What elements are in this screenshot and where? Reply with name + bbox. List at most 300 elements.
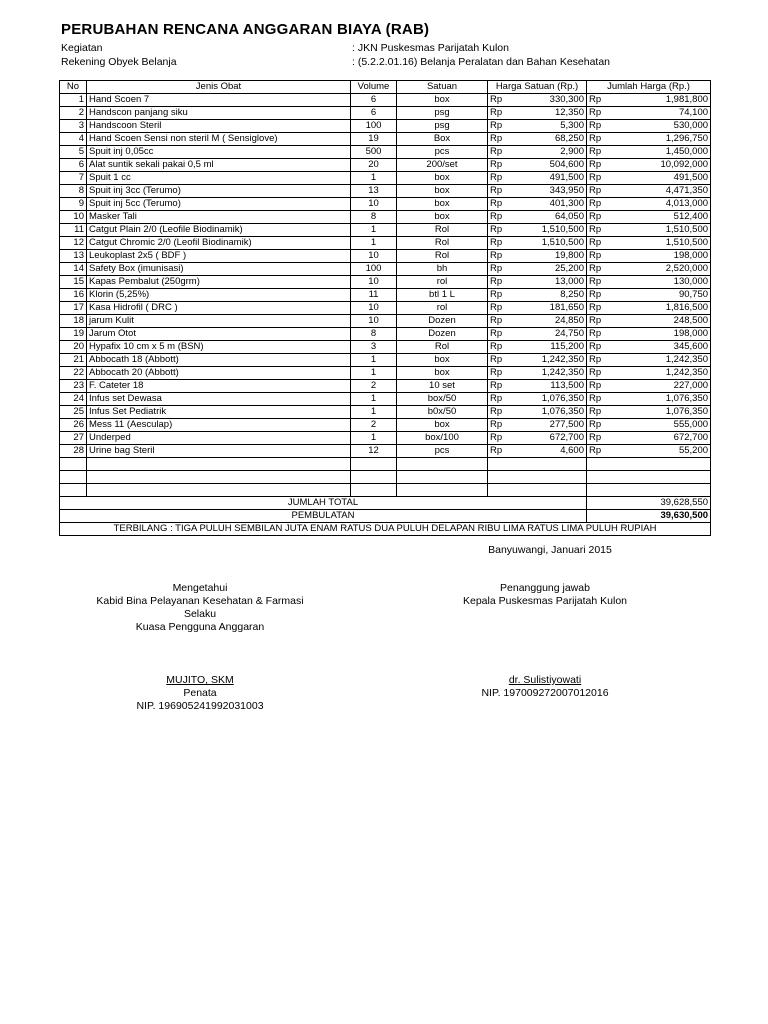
empty-cell [351,484,397,497]
row-harga-currency: Rp [488,237,514,250]
row-no: 20 [60,341,87,354]
row-volume: 13 [351,185,397,198]
table-row [60,445,711,458]
row-no: 27 [60,432,87,445]
row-jumlah-currency: Rp [587,133,613,146]
table-row [60,328,711,341]
empty-row [60,484,711,497]
row-harga-satuan: 504,600 [514,159,587,172]
row-volume: 11 [351,289,397,302]
table-row [60,302,711,315]
row-jumlah-currency: Rp [587,224,613,237]
row-harga-satuan: 24,750 [514,328,587,341]
row-item: Hand Scoen 7 [87,94,351,107]
row-jumlah-currency: Rp [587,445,613,458]
row-satuan: Rol [397,250,488,263]
empty-cell [488,471,514,484]
row-satuan: bh [397,263,488,276]
row-harga-satuan: 113,500 [514,380,587,393]
empty-cell [351,471,397,484]
empty-cell [514,471,587,484]
row-jumlah-harga: 1,296,750 [613,133,711,146]
row-volume: 10 [351,250,397,263]
row-harga-satuan: 68,250 [514,133,587,146]
terbilang-row [60,523,711,536]
row-no: 23 [60,380,87,393]
row-jumlah-harga: 55,200 [613,445,711,458]
table-row [60,380,711,393]
row-jumlah-harga: 248,500 [613,315,711,328]
row-jumlah-harga: 672,700 [613,432,711,445]
row-harga-currency: Rp [488,94,514,107]
row-no: 7 [60,172,87,185]
row-satuan: 10 set [397,380,488,393]
table-row [60,198,711,211]
row-volume: 2 [351,419,397,432]
row-harga-currency: Rp [488,393,514,406]
row-satuan: Dozen [397,315,488,328]
row-harga-satuan: 1,242,350 [514,367,587,380]
row-jumlah-currency: Rp [587,250,613,263]
row-harga-satuan: 115,200 [514,341,587,354]
row-item: Infus set Dewasa [87,393,351,406]
row-harga-satuan: 13,000 [514,276,587,289]
row-satuan: box [397,198,488,211]
row-volume: 6 [351,94,397,107]
row-harga-currency: Rp [488,380,514,393]
table-row [60,432,711,445]
right-signatory-nip: NIP. 197009272007012016 [481,687,609,699]
row-jumlah-currency: Rp [587,146,613,159]
right-line1: Penanggung jawab [500,582,590,594]
row-harga-currency: Rp [488,302,514,315]
left-signatory-name: MUJITO, SKM [166,674,234,686]
row-satuan: psg [397,120,488,133]
empty-cell [613,471,711,484]
row-jumlah-harga: 227,000 [613,380,711,393]
row-harga-satuan: 19,800 [514,250,587,263]
row-volume: 6 [351,107,397,120]
row-no: 5 [60,146,87,159]
row-no: 19 [60,328,87,341]
row-satuan: pcs [397,445,488,458]
row-volume: 12 [351,445,397,458]
row-harga-currency: Rp [488,315,514,328]
left-signatory-nip: NIP. 196905241992031003 [136,700,264,712]
row-jumlah-currency: Rp [587,380,613,393]
table-header-row [60,81,711,94]
row-jumlah-currency: Rp [587,302,613,315]
row-satuan: box [397,211,488,224]
row-no: 6 [60,159,87,172]
row-item: Klorin (5,25%) [87,289,351,302]
row-harga-currency: Rp [488,263,514,276]
row-harga-satuan: 4,600 [514,445,587,458]
row-no: 1 [60,94,87,107]
row-satuan: b0x/50 [397,406,488,419]
row-jumlah-currency: Rp [587,211,613,224]
right-line2: Kepala Puskesmas Parijatah Kulon [462,595,627,607]
row-item: jarum Kulit [87,315,351,328]
row-item: Underped [87,432,351,445]
row-item: Abbocath 20 (Abbott) [87,367,351,380]
row-jumlah-harga: 1,510,500 [613,224,711,237]
row-jumlah-harga: 512,400 [613,211,711,224]
right-signatory-name: dr. Sulistiyowati [508,674,582,686]
table-row [60,172,711,185]
table-row [60,224,711,237]
row-no: 18 [60,315,87,328]
row-no: 8 [60,185,87,198]
table-row [60,315,711,328]
left-line3: Selaku [183,608,217,620]
row-jumlah-currency: Rp [587,341,613,354]
table-row [60,211,711,224]
row-volume: 1 [351,172,397,185]
row-volume: 10 [351,276,397,289]
left-line2: Kabid Bina Pelayanan Kesehatan & Farmasi [96,595,304,607]
row-no: 9 [60,198,87,211]
row-jumlah-currency: Rp [587,328,613,341]
row-jumlah-harga: 198,000 [613,250,711,263]
row-no: 16 [60,289,87,302]
document-title: PERUBAHAN RENCANA ANGGARAN BIAYA (RAB) [61,21,430,38]
row-jumlah-harga: 90,750 [613,289,711,302]
row-satuan: Box [397,133,488,146]
row-item: Spuit 1 cc [87,172,351,185]
empty-cell [587,484,613,497]
row-harga-satuan: 181,650 [514,302,587,315]
row-harga-satuan: 1,076,350 [514,393,587,406]
col-header-jenis-obat: Jenis Obat [87,81,351,94]
table-row [60,237,711,250]
empty-row [60,458,711,471]
row-no: 21 [60,354,87,367]
row-volume: 10 [351,198,397,211]
row-jumlah-currency: Rp [587,107,613,120]
row-jumlah-harga: 1,076,350 [613,406,711,419]
row-harga-currency: Rp [488,432,514,445]
row-item: Handscoon Steril [87,120,351,133]
table-row [60,419,711,432]
row-jumlah-currency: Rp [587,185,613,198]
row-harga-satuan: 343,950 [514,185,587,198]
row-jumlah-harga: 4,013,000 [613,198,711,211]
table-row [60,133,711,146]
row-harga-satuan: 1,510,500 [514,224,587,237]
terbilang-text: TERBILANG : TIGA PULUH SEMBILAN JUTA ENAM RATUS DUA PULUH DELAPAN RIBU LIMA RATUS LIMA PULUH RUPIAH [60,523,711,536]
row-item: Catgut Plain 2/0 (Leofile Biodinamik) [87,224,351,237]
row-jumlah-currency: Rp [587,263,613,276]
row-jumlah-currency: Rp [587,120,613,133]
table-row [60,94,711,107]
row-jumlah-currency: Rp [587,237,613,250]
row-volume: 1 [351,224,397,237]
row-jumlah-harga: 1,450,000 [613,146,711,159]
row-jumlah-currency: Rp [587,172,613,185]
row-harga-currency: Rp [488,445,514,458]
row-item: Jarum Otot [87,328,351,341]
empty-cell [613,458,711,471]
row-item: Urine bag Steril [87,445,351,458]
row-jumlah-harga: 555,000 [613,419,711,432]
row-harga-satuan: 1,510,500 [514,237,587,250]
row-satuan: rol [397,276,488,289]
row-no: 14 [60,263,87,276]
empty-row [60,471,711,484]
row-satuan: Rol [397,237,488,250]
col-header-jumlah-harga: Jumlah Harga (Rp.) [587,81,711,94]
row-item: Kapas Pembalut (250grm) [87,276,351,289]
table-row [60,250,711,263]
row-no: 28 [60,445,87,458]
row-satuan: pcs [397,146,488,159]
row-no: 2 [60,107,87,120]
row-volume: 8 [351,328,397,341]
row-no: 15 [60,276,87,289]
table-row [60,185,711,198]
row-satuan: psg [397,107,488,120]
row-harga-currency: Rp [488,120,514,133]
row-harga-satuan: 330,300 [514,94,587,107]
row-item: Catgut Chromic 2/0 (Leofil Biodinamik) [87,237,351,250]
row-jumlah-currency: Rp [587,432,613,445]
row-harga-satuan: 1,242,350 [514,354,587,367]
row-harga-currency: Rp [488,185,514,198]
row-harga-satuan: 2,900 [514,146,587,159]
row-jumlah-currency: Rp [587,406,613,419]
row-volume: 1 [351,393,397,406]
empty-cell [87,484,351,497]
row-harga-satuan: 277,500 [514,419,587,432]
empty-cell [514,458,587,471]
row-satuan: box/50 [397,393,488,406]
row-item: Hand Scoen Sensi non steril M ( Sensiglove) [87,133,351,146]
row-jumlah-harga: 1,242,350 [613,354,711,367]
empty-cell [87,471,351,484]
row-item: Spuit inj 5cc (Terumo) [87,198,351,211]
row-volume: 500 [351,146,397,159]
row-harga-satuan: 5,300 [514,120,587,133]
table-row [60,107,711,120]
row-volume: 10 [351,302,397,315]
row-jumlah-currency: Rp [587,198,613,211]
empty-cell [488,484,514,497]
row-no: 25 [60,406,87,419]
kegiatan-value: : JKN Puskesmas Parijatah Kulon [352,42,509,54]
row-item: Alat suntik sekali pakai 0,5 ml [87,159,351,172]
pembulatan-value: 39,630,500 [587,510,711,523]
row-harga-satuan: 64,050 [514,211,587,224]
row-no: 26 [60,419,87,432]
empty-cell [514,484,587,497]
row-jumlah-harga: 1,242,350 [613,367,711,380]
left-line4: Kuasa Pengguna Anggaran [135,621,265,633]
row-volume: 1 [351,432,397,445]
row-no: 17 [60,302,87,315]
row-volume: 1 [351,354,397,367]
row-satuan: box [397,172,488,185]
row-jumlah-currency: Rp [587,419,613,432]
row-no: 22 [60,367,87,380]
row-jumlah-currency: Rp [587,354,613,367]
table-row [60,120,711,133]
empty-cell [60,471,87,484]
row-jumlah-harga: 74,100 [613,107,711,120]
row-no: 4 [60,133,87,146]
row-item: Leukoplast 2x5 ( BDF ) [87,250,351,263]
table-row [60,289,711,302]
jumlah-total-value: 39,628,550 [587,497,711,510]
table-row [60,146,711,159]
row-jumlah-harga: 198,000 [613,328,711,341]
row-satuan: box [397,367,488,380]
row-item: F. Cateter 18 [87,380,351,393]
empty-cell [488,458,514,471]
empty-cell [397,471,488,484]
rekening-value: : (5.2.2.01.16) Belanja Peralatan dan Bahan Kesehatan [352,56,611,68]
signature-left [70,582,330,713]
row-no: 24 [60,393,87,406]
row-harga-satuan: 24,850 [514,315,587,328]
row-harga-currency: Rp [488,250,514,263]
row-item: Kasa Hidrofil ( DRC ) [87,302,351,315]
row-harga-satuan: 401,300 [514,198,587,211]
row-harga-satuan: 1,076,350 [514,406,587,419]
row-jumlah-harga: 1,816,500 [613,302,711,315]
table-body [60,94,711,497]
row-jumlah-harga: 1,981,800 [613,94,711,107]
row-jumlah-harga: 530,000 [613,120,711,133]
row-jumlah-harga: 491,500 [613,172,711,185]
row-satuan: box/100 [397,432,488,445]
pembulatan-label: PEMBULATAN [60,510,587,523]
table-row [60,276,711,289]
row-harga-currency: Rp [488,146,514,159]
col-header-satuan: Satuan [397,81,488,94]
row-jumlah-currency: Rp [587,393,613,406]
row-volume: 10 [351,315,397,328]
row-jumlah-currency: Rp [587,94,613,107]
row-satuan: Dozen [397,328,488,341]
row-jumlah-harga: 10,092,000 [613,159,711,172]
row-no: 13 [60,250,87,263]
table-row [60,263,711,276]
empty-cell [351,458,397,471]
table-row [60,406,711,419]
row-satuan: box [397,354,488,367]
row-harga-currency: Rp [488,354,514,367]
row-item: Mess 11 (Aesculap) [87,419,351,432]
table-row [60,393,711,406]
empty-cell [60,484,87,497]
row-harga-currency: Rp [488,328,514,341]
row-harga-currency: Rp [488,419,514,432]
row-harga-currency: Rp [488,198,514,211]
row-item: Handscon panjang siku [87,107,351,120]
row-harga-satuan: 12,350 [514,107,587,120]
table-row [60,159,711,172]
table-row [60,367,711,380]
rekening-label: Rekening Obyek Belanja [61,56,177,68]
row-satuan: rol [397,302,488,315]
row-volume: 2 [351,380,397,393]
table-row [60,341,711,354]
jumlah-total-label: JUMLAH TOTAL [60,497,587,510]
row-no: 3 [60,120,87,133]
row-satuan: 200/set [397,159,488,172]
row-volume: 20 [351,159,397,172]
row-harga-currency: Rp [488,224,514,237]
row-item: Spuit inj 0,05cc [87,146,351,159]
row-jumlah-harga: 1,510,500 [613,237,711,250]
row-satuan: box [397,419,488,432]
row-jumlah-harga: 345,600 [613,341,711,354]
row-volume: 19 [351,133,397,146]
row-item: Hypafix 10 cm x 5 m (BSN) [87,341,351,354]
empty-cell [397,458,488,471]
row-jumlah-currency: Rp [587,276,613,289]
row-jumlah-harga: 130,000 [613,276,711,289]
row-volume: 1 [351,406,397,419]
row-satuan: box [397,94,488,107]
row-jumlah-currency: Rp [587,315,613,328]
left-line1: Mengetahui [172,582,228,594]
row-harga-currency: Rp [488,276,514,289]
row-satuan: Rol [397,341,488,354]
row-item: Spuit inj 3cc (Terumo) [87,185,351,198]
signature-right [420,582,670,700]
empty-cell [587,471,613,484]
pembulatan-row [60,510,711,523]
col-header-volume: Volume [351,81,397,94]
row-harga-satuan: 491,500 [514,172,587,185]
row-no: 12 [60,237,87,250]
row-harga-currency: Rp [488,406,514,419]
empty-cell [397,484,488,497]
left-signatory-rank: Penata [183,687,217,699]
row-harga-currency: Rp [488,367,514,380]
row-volume: 8 [351,211,397,224]
row-jumlah-currency: Rp [587,289,613,302]
row-item: Infus Set Pediatrik [87,406,351,419]
row-harga-currency: Rp [488,159,514,172]
kegiatan-label: Kegiatan [61,42,103,54]
row-harga-currency: Rp [488,172,514,185]
col-header-no: No [60,81,87,94]
row-item: Masker Tali [87,211,351,224]
place-date: Banyuwangi, Januari 2015 [488,544,612,556]
row-harga-satuan: 672,700 [514,432,587,445]
jumlah-total-row [60,497,711,510]
row-harga-currency: Rp [488,289,514,302]
row-no: 10 [60,211,87,224]
col-header-harga-satuan: Harga Satuan (Rp.) [488,81,587,94]
row-volume: 100 [351,120,397,133]
row-no: 11 [60,224,87,237]
row-satuan: Rol [397,224,488,237]
row-volume: 3 [351,341,397,354]
row-harga-satuan: 8,250 [514,289,587,302]
row-harga-satuan: 25,200 [514,263,587,276]
empty-cell [587,458,613,471]
row-volume: 1 [351,237,397,250]
row-jumlah-harga: 1,076,350 [613,393,711,406]
empty-cell [87,458,351,471]
rab-table [59,80,711,536]
row-jumlah-harga: 2,520,000 [613,263,711,276]
row-jumlah-harga: 4,471,350 [613,185,711,198]
